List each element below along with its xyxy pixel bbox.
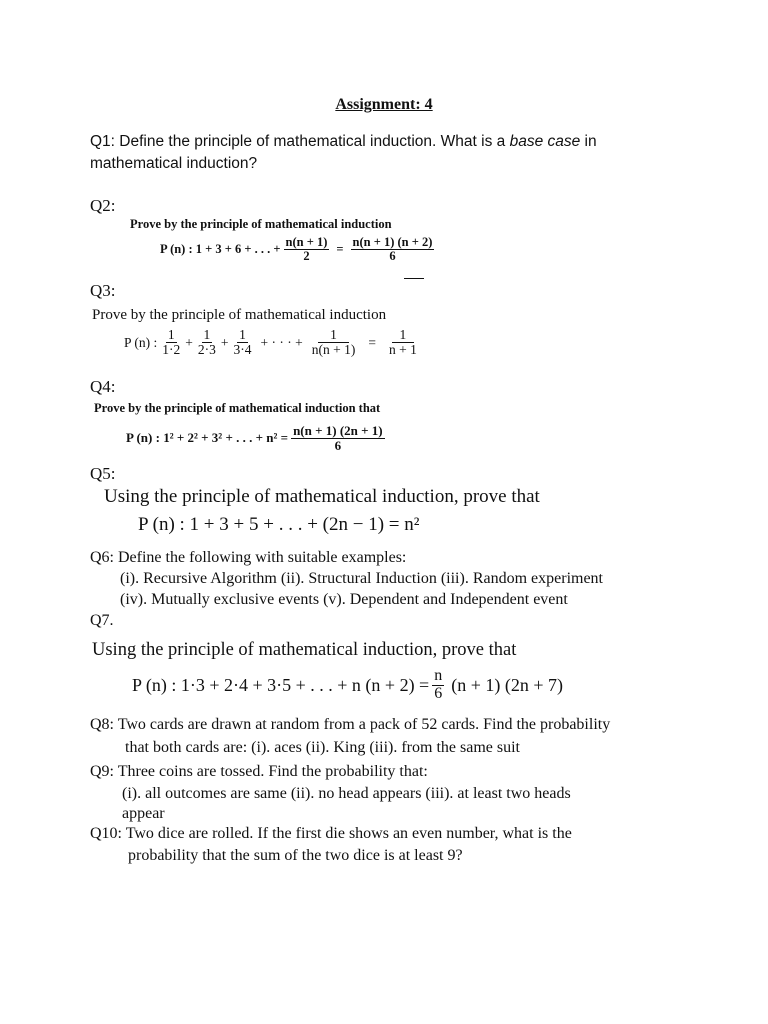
q4-instruction: Prove by the principle of mathematical induction that	[94, 401, 381, 415]
q10-line-2: probability that the sum of the two dice is at least 9?	[128, 847, 463, 864]
q7-formula	[132, 668, 563, 703]
q3-last-den: n(n + 1)	[311, 342, 356, 358]
q7-lhs: P (n) : 1·3 + 2·4 + 3·5 + . . . + n (n + 2) =	[132, 674, 430, 695]
q2-frac2-numerator: n(n + 1) (n + 2)	[352, 235, 433, 249]
q3-last-num: 1	[318, 328, 349, 343]
q3-formula: P (n) : $\frac{1}{1\cdot 2}$ + $\frac{1}{2\cdot 3}$ + $\frac{1}{3\cdot 4}$ + · · · + $\frac{1}{n(n + 1)}$ = $\frac{1}{n + 1}$	[124, 327, 417, 358]
q1-suffix: in mathematical induction?	[90, 133, 597, 172]
q7-instruction: Using the principle of mathematical induction, prove that	[92, 640, 517, 660]
q3-term-3-num: 1	[239, 327, 246, 342]
q4-lhs: P (n) : 1² + 2² + 3² + . . . + n² =	[126, 430, 289, 446]
q2-underline-mark	[404, 278, 424, 279]
q2-label: Q2:	[90, 196, 116, 215]
q7-frac-den: 6	[434, 684, 443, 702]
q3-ellipsis: + · · · +	[260, 334, 303, 350]
q3-term-1-den: 1·2	[162, 342, 181, 358]
q3-rhs-den: n + 1	[388, 342, 417, 358]
q2-lhs: P (n) : 1 + 3 + 6 + . . . +	[160, 242, 281, 257]
q4-rhs-num: n(n + 1) (2n + 1)	[293, 423, 383, 438]
q3-term-2-num: 1	[203, 327, 211, 342]
q2-frac1-denominator: 2	[303, 249, 310, 264]
q4-rhs-den: 6	[334, 437, 342, 453]
q8-line-1: Q8: Two cards are drawn at random from a pack of 52 cards. Find the probability	[90, 716, 611, 733]
question-1	[90, 131, 680, 175]
q5-formula: P (n) : 1 + 3 + 5 + . . . + (2n − 1) = n²	[138, 514, 420, 535]
q3-term-2	[196, 328, 218, 357]
q2-frac2-denominator: 6	[389, 249, 396, 264]
q5-label: Q5:	[90, 464, 116, 483]
q7-frac-num: n	[434, 667, 443, 684]
q7-rhs: (n + 1) (2n + 7)	[451, 674, 563, 695]
page-title: Assignment: 4	[335, 96, 433, 113]
q4-label: Q4:	[90, 377, 116, 396]
q2-instruction: Prove by the principle of mathematical induction	[130, 217, 392, 231]
q1-emphasis: base case	[509, 133, 581, 150]
q3-last-term	[310, 328, 358, 357]
q2-frac1-numerator: n(n + 1)	[285, 235, 328, 249]
q2-equals: =	[336, 242, 344, 257]
q3-equals: =	[368, 334, 376, 350]
q3-label: Q3:	[90, 281, 116, 300]
q7-fraction	[432, 668, 444, 703]
q8-line-2: that both cards are: (i). aces (ii). King (iii). from the same suit	[125, 739, 520, 756]
q3-lhs: P (n) :	[124, 334, 158, 350]
q2-fraction-2	[351, 236, 435, 263]
q6-line-1: Q6: Define the following with suitable examples:	[90, 549, 407, 566]
q3-term-3	[232, 328, 254, 357]
q9-line-3: appear	[122, 805, 165, 822]
q2-fraction-1	[284, 236, 330, 263]
q2-formula	[160, 236, 437, 263]
q3-instruction: Prove by the principle of mathematical induction	[92, 307, 387, 323]
q7-label: Q7.	[90, 612, 114, 629]
q3-term-3-den: 3·4	[233, 342, 252, 358]
q3-rhs-num: 1	[392, 328, 415, 343]
q6-line-3: (iv). Mutually exclusive events (v). Dependent and Independent event	[120, 591, 568, 608]
q4-formula	[126, 424, 388, 452]
q1-prefix: Q1: Define the principle of mathematical induction. What is a	[90, 133, 510, 150]
q10-line-1: Q10: Two dice are rolled. If the first die shows an even number, what is the	[90, 825, 572, 842]
q6-line-2: (i). Recursive Algorithm (ii). Structural Induction (iii). Random experiment	[120, 570, 603, 587]
q9-line-1: Q9: Three coins are tossed. Find the probability that:	[90, 763, 428, 780]
q3-term-1	[160, 328, 182, 357]
q5-instruction: Using the principle of mathematical induction, prove that	[104, 486, 540, 507]
q9-line-2: (i). all outcomes are same (ii). no head appears (iii). at least two heads	[122, 785, 571, 802]
q3-rhs	[387, 328, 419, 357]
q3-term-2-den: 2·3	[197, 342, 216, 358]
q3-term-1-num: 1	[167, 327, 175, 342]
q4-rhs	[291, 424, 385, 452]
